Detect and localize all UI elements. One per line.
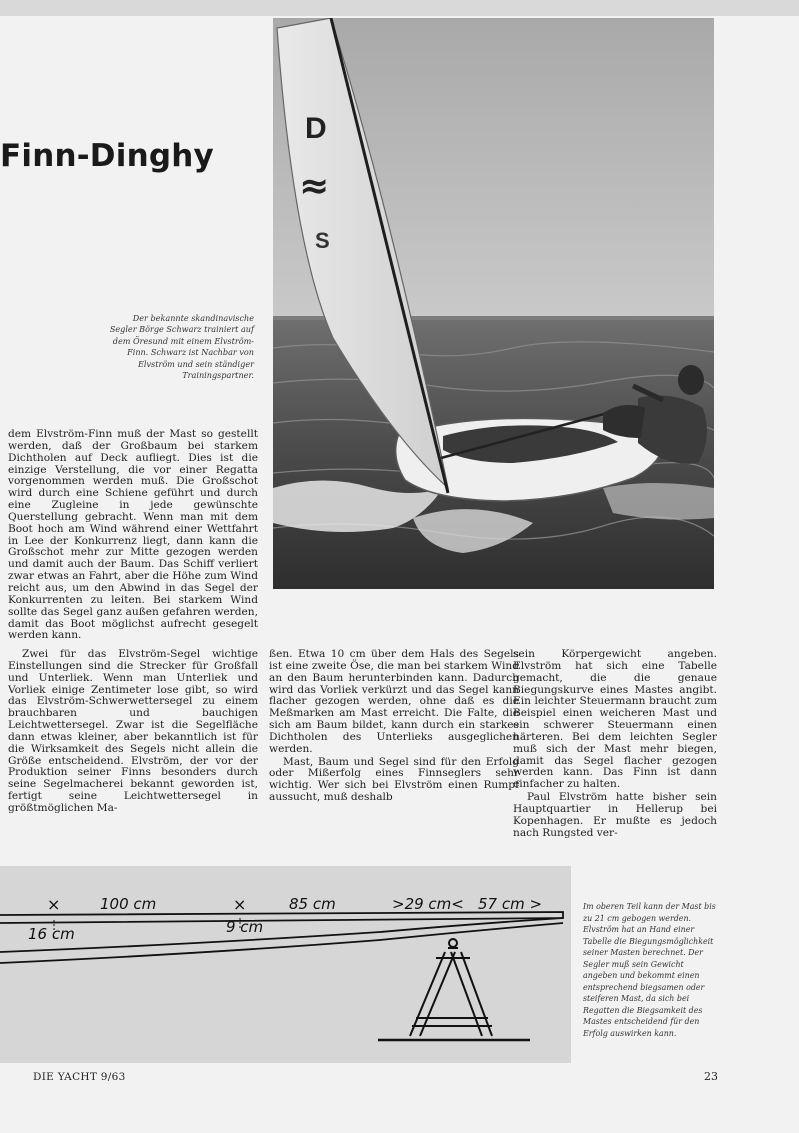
article-headline: Finn-Dinghy [0, 138, 214, 174]
paragraph: dem Elvström-Finn muß der Mast so gestellt werden, daß der Großbaum bei starkem Dichtholen auf Deck aufliegt. Dies ist die einzige Verstellung, die vor einer Regatta vorgenommen werden muß. Die Großschot wird durch eine Schiene geführt und durch eine Zugleine in jede gewünschte Querstellung gebracht. Wenn man mit dem Boot hoch am Wind während einer Wettfahrt in Lee der Konkurrenz liegt, dann kann die Großschot mehr zur Mitte gezogen werden und damit auch der Baum. Das Schiff verliert zwar etwas an Fahrt, aber die Höhe zum Wind reicht aus, um den Abwind in das Segel der Konkurrenten zu leiten. Bei starkem Wind sollte das Segel ganz außen gefahren werden, damit das Boot möglichst aufrecht gesegelt werden kann. [8, 428, 258, 642]
mast-bend-diagram [0, 866, 571, 1063]
sail-marking-wave: ≈ [299, 166, 330, 207]
dimension-29cm: >29 cm< [392, 895, 464, 913]
dimension-85cm: 85 cm [289, 895, 336, 913]
diagram-caption: Im oberen Teil kann der Mast bis zu 21 cm gebogen werden. Elvström hat an Hand einer Tabelle die Biegungsmöglichkeit seiner Masten berechnet. Der Segler muß sein Gewicht angeben und bekommt einen entsprechend biegsamen oder steiferen Mast, da sich bei Regatten die Biegsamkeit des Mastes entscheidend für den Erfolg auswirken kann. [583, 902, 716, 1038]
article-column-1-top [8, 429, 258, 642]
paragraph: ßen. Etwa 10 cm über dem Hals des Segels ist eine zweite Öse, die man bei starkem Wind an den Baum herunterbinden kann. Dadurch wird das Vorliek verkürzt und das Segel kann flacher gezogen werden, ohne daß es die Meßmarken am Mast erreicht. Die Falte, die sich am Baum bildet, kann durch ein starkes Dichtholen des Unterlieks ausgeglichen werden. [269, 648, 519, 755]
mark-x-1: × [47, 895, 61, 914]
page-number: 23 [704, 1070, 718, 1083]
paragraph: Paul Elvström hatte bisher sein Hauptquartier in Hellerup bei Kopenhagen. Er mußte es jedoch nach Rungsted ver- [513, 791, 717, 839]
article-column-1-bottom [8, 649, 258, 815]
paragraph: Zwei für das Elvström-Segel wichtige Einstellungen sind die Strecker für Großfall und Unterliek. Wenn man Unterliek und Vorliek einige Zentimeter lose gibt, so wird das Elvström-Schwerwettersegel zu einem brauchbaren und bauchigen Leichtwettersegel. Zwar ist die Segelfläche dann etwas kleiner, aber bekanntlich ist für die Wirksamkeit des Segels nicht allein die Größe entscheidend. Elvström, der vor der Produktion seiner Finns besonders durch seine Segelmacherei bekannt geworden ist, fertigt seine Leichtwettersegel in größtmöglichen Ma- [8, 648, 258, 814]
trestle-support [378, 939, 530, 1040]
article-column-3 [513, 649, 717, 840]
page-top-edge [0, 0, 799, 16]
dimension-57cm: 57 cm > [478, 895, 543, 913]
sailing-photo [273, 18, 714, 589]
article-column-2 [269, 649, 519, 804]
mark-x-2: × [233, 895, 247, 914]
mast-straight-outline [0, 912, 563, 923]
sail-marking-s: S [315, 228, 330, 253]
bend-9cm: 9 cm [226, 918, 264, 936]
paragraph: sein Körpergewicht angeben. Elvström hat sich eine Tabelle gemacht, die die genaue Biegungskurve eines Mastes angibt. Ein leichter Steuermann braucht zum Beispiel einen weicheren Mast und ein schwerer Steuermann einen härteren. Bei dem leichten Segler muß sich der Mast mehr biegen, damit das Segel flacher gezogen werden kann. Das Finn ist dann einfacher zu halten. [513, 648, 717, 791]
bend-16cm: 16 cm [28, 925, 75, 943]
paragraph: Mast, Baum und Segel sind für den Erfolg oder Mißerfolg eines Finnseglers sehr wichtig. Wer sich bei Elvström einen Rumpf aussucht, muß deshalb [269, 755, 519, 804]
sail-marking-d: D [305, 112, 327, 145]
publication-footer: DIE YACHT 9/63 [33, 1071, 126, 1083]
dimension-100cm: 100 cm [100, 895, 157, 913]
mast-bent-lower-edge [0, 923, 563, 963]
photo-caption: Der bekannte skandinavische Segler Börge Schwarz trainiert auf dem Öresund mit einem Elvström-Finn. Schwarz ist Nachbar von Elvström und sein ständiger Trainingspartner. [109, 313, 254, 381]
